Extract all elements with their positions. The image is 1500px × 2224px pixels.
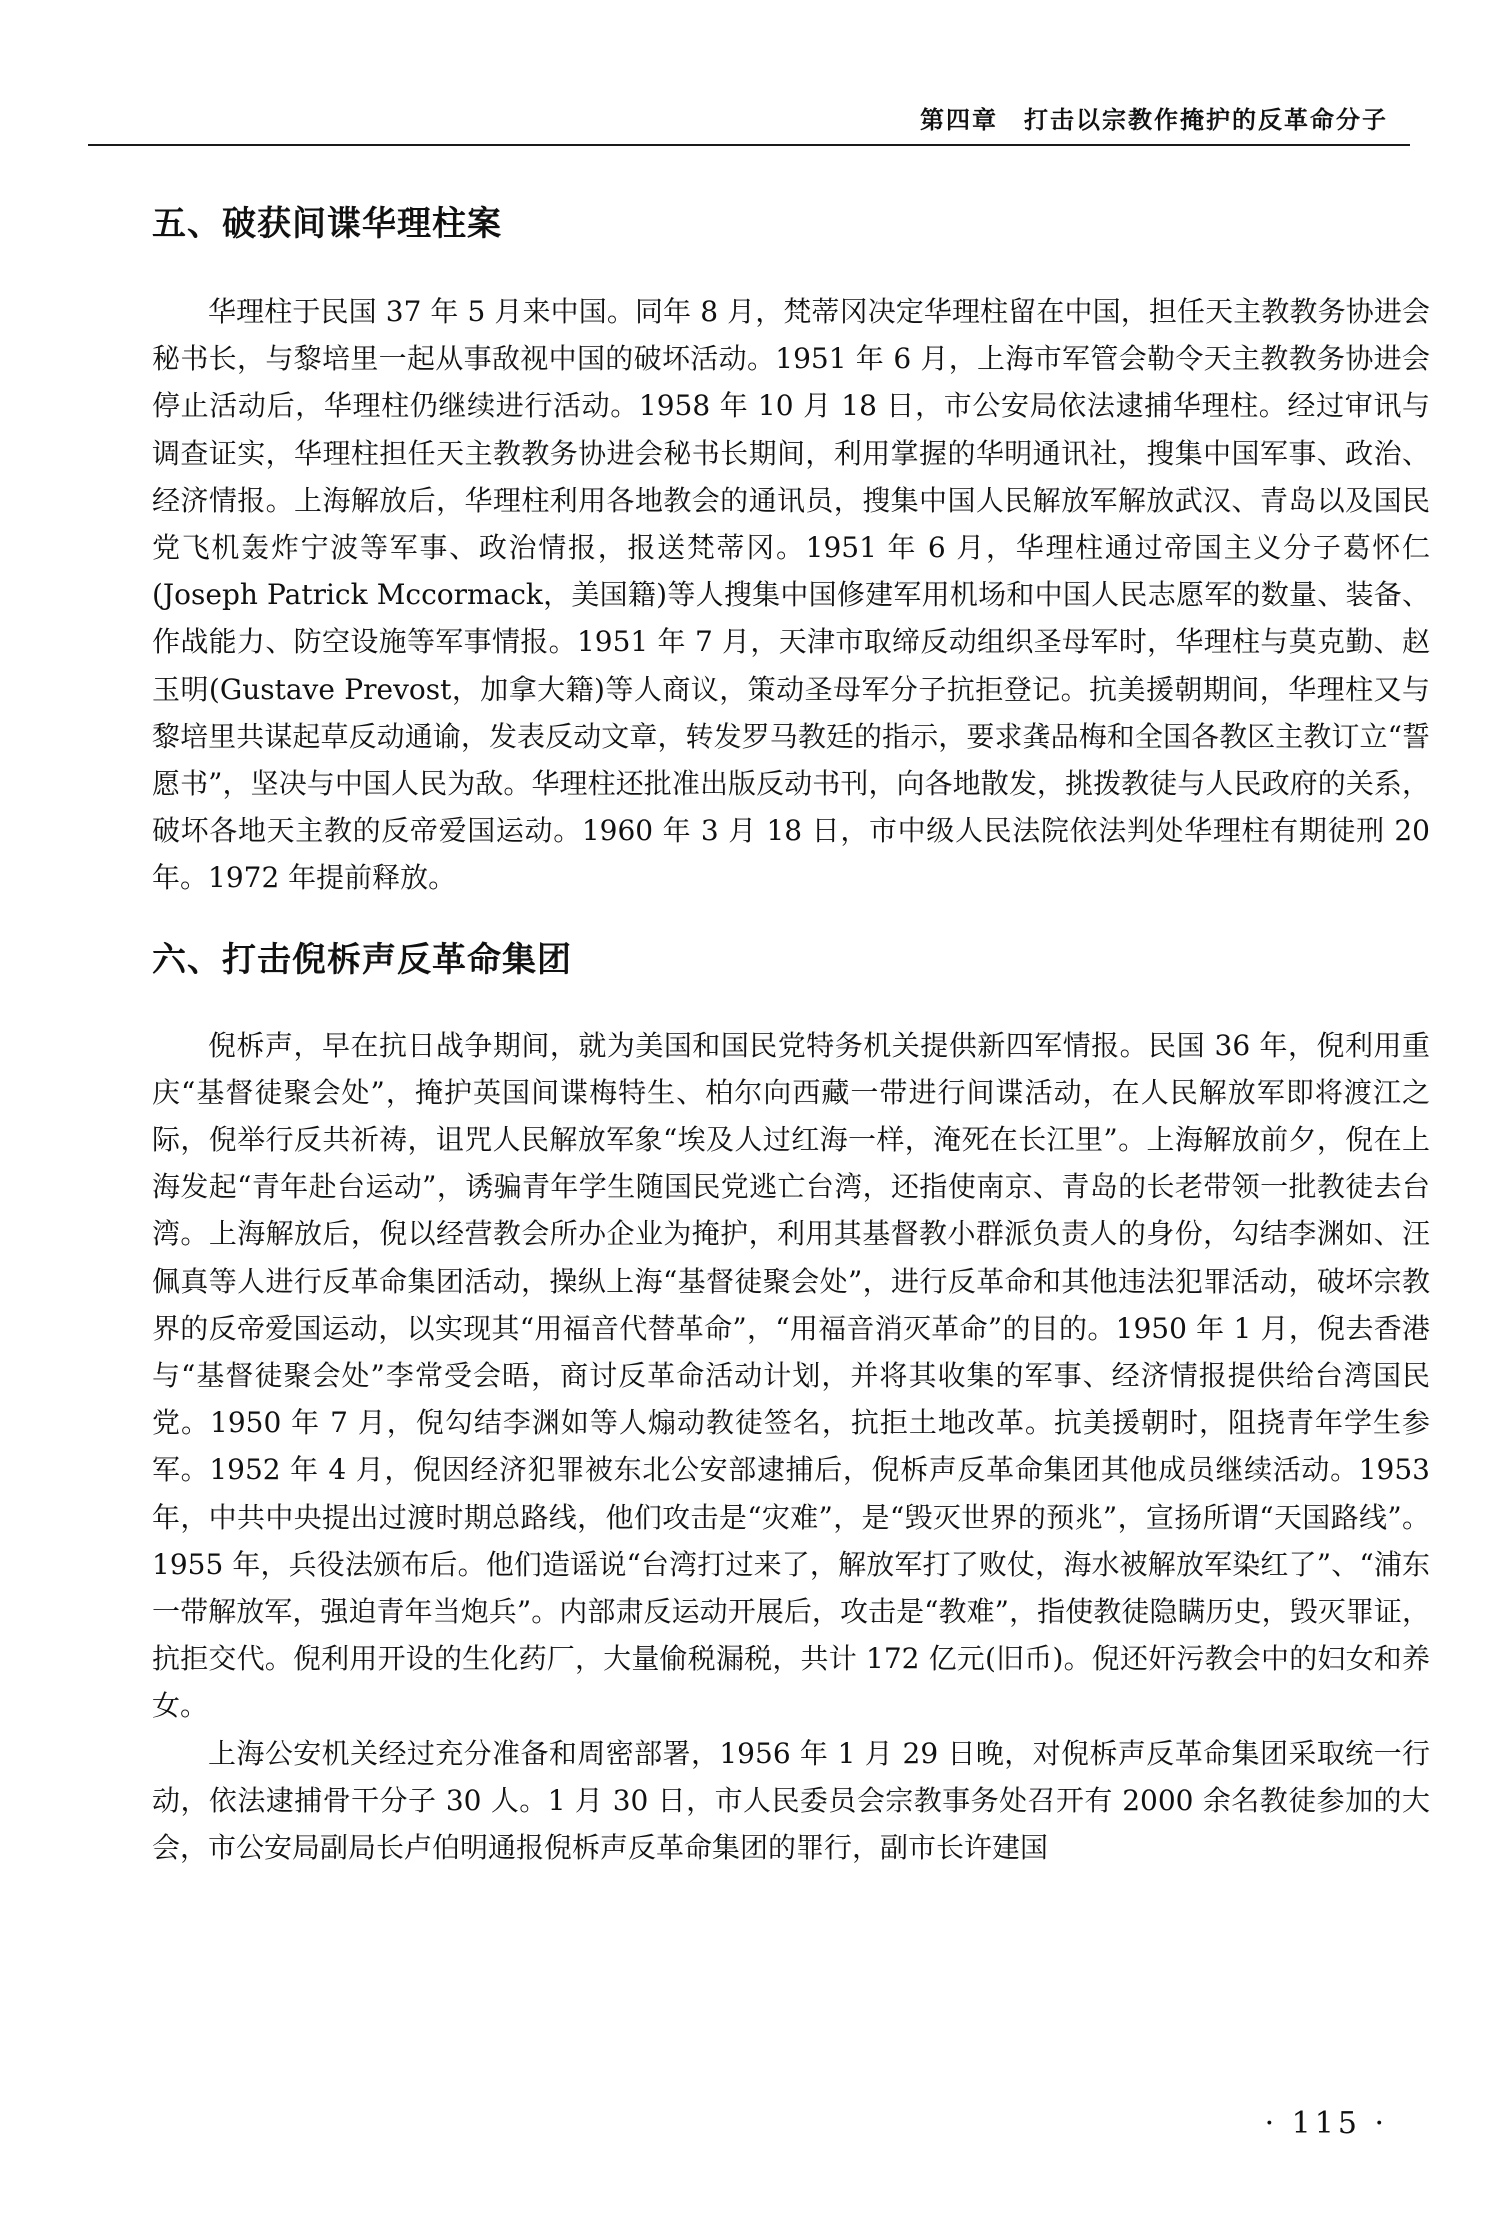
- section-title-6: 六、打击倪柝声反革命集团: [152, 939, 572, 980]
- page-number: · 115 ·: [1264, 2106, 1388, 2141]
- section-5-paragraph: 华理柱于民国 37 年 5 月来中国。同年 8 月，梵蒂冈决定华理柱留在中国，担任天主教教务协进会秘书长，与黎培里一起从事敌视中国的破坏活动。1951 年 6 月，上海市军管会勒令天主教教务协进会停止活动后，华理柱仍继续进行活动。1958 年 10 月 18 日，市公安局依法逮捕华理柱。经过审讯与调查证实，华理柱担任天主教教务协进会秘书长期间，利用掌握的华明通讯社，搜集中国军事、政治、经济情报。上海解放后，华理柱利用各地教会的通讯员，搜集中国人民解放军解放武汉、青岛以及国民党飞机轰炸宁波等军事、政治情报，报送梵蒂冈。1951 年 6 月，华理柱通过帝国主义分子葛怀仁(Joseph Patrick Mccormack，美国籍)等人搜集中国修建军用机场和中国人民志愿军的数量、装备、作战能力、防空设施等军事情报。1951 年 7 月，天津市取缔反动组织圣母军时，华理柱与莫克勤、赵玉明(Gustave Prevost，加拿大籍)等人商议，策动圣母军分子抗拒登记。抗美援朝期间，华理柱又与黎培里共谋起草反动通谕，发表反动文章，转发罗马教廷的指示，要求龚品梅和全国各教区主教订立“誓愿书”，坚决与中国人民为敌。华理柱还批准出版反动书刊，向各地散发，挑拨教徒与人民政府的关系，破坏各地天主教的反帝爱国运动。1960 年 3 月 18 日，市中级人民法院依法判处华理柱有期徒刑 20 年。1972 年提前释放。: [152, 295, 1430, 895]
- section-6-paragraph-2: 上海公安机关经过充分准备和周密部署，1956 年 1 月 29 日晚，对倪柝声反革命集团采取统一行动，依法逮捕骨干分子 30 人。1 月 30 日，市人民委员会宗教事务处召开有 2000 余名教徒参加的大会，市公安局副局长卢伯明通报倪柝声反革命集团的罪行，副市长许建国: [152, 1736, 1430, 1865]
- page-body: [152, 200, 1430, 1871]
- section-title-5: 五、破获间谍华理柱案: [152, 204, 502, 244]
- running-header: 第四章 打击以宗教作掩护的反革命分子: [920, 106, 1388, 134]
- header-rule: [88, 144, 1410, 146]
- section-6-paragraph-1: 倪柝声，早在抗日战争期间，就为美国和国民党特务机关提供新四军情报。民国 36 年，倪利用重庆“基督徒聚会处”，掩护英国间谍梅特生、柏尔向西藏一带进行间谍活动，在人民解放军即将渡江之际，倪举行反共祈祷，诅咒人民解放军象“埃及人过红海一样，淹死在长江里”。上海解放前夕，倪在上海发起“青年赴台运动”，诱骗青年学生随国民党逃亡台湾，还指使南京、青岛的长老带领一批教徒去台湾。上海解放后，倪以经营教会所办企业为掩护，利用其基督教小群派负责人的身份，勾结李渊如、汪佩真等人进行反革命集团活动，操纵上海“基督徒聚会处”，进行反革命和其他违法犯罪活动，破坏宗教界的反帝爱国运动，以实现其“用福音代替革命”，“用福音消灭革命”的目的。1950 年 1 月，倪去香港与“基督徒聚会处”李常受会晤，商讨反革命活动计划，并将其收集的军事、经济情报提供给台湾国民党。1950 年 7 月，倪勾结李渊如等人煽动教徒签名，抗拒土地改革。抗美援朝时，阻挠青年学生参军。1952 年 4 月，倪因经济犯罪被东北公安部逮捕后，倪柝声反革命集团其他成员继续活动。1953 年，中共中央提出过渡时期总路线，他们攻击是“灾难”，是“毁灭世界的预兆”，宣扬所谓“天国路线”。1955 年，兵役法颁布后。他们造谣说“台湾打过来了，解放军打了败仗，海水被解放军染红了”、“浦东一带解放军，强迫青年当炮兵”。内部肃反运动开展后，攻击是“教难”，指使教徒隐瞒历史，毁灭罪证，抗拒交代。倪利用开设的生化药厂，大量偷税漏税，共计 172 亿元(旧币)。倪还奸污教会中的妇女和养女。: [152, 1028, 1430, 1723]
